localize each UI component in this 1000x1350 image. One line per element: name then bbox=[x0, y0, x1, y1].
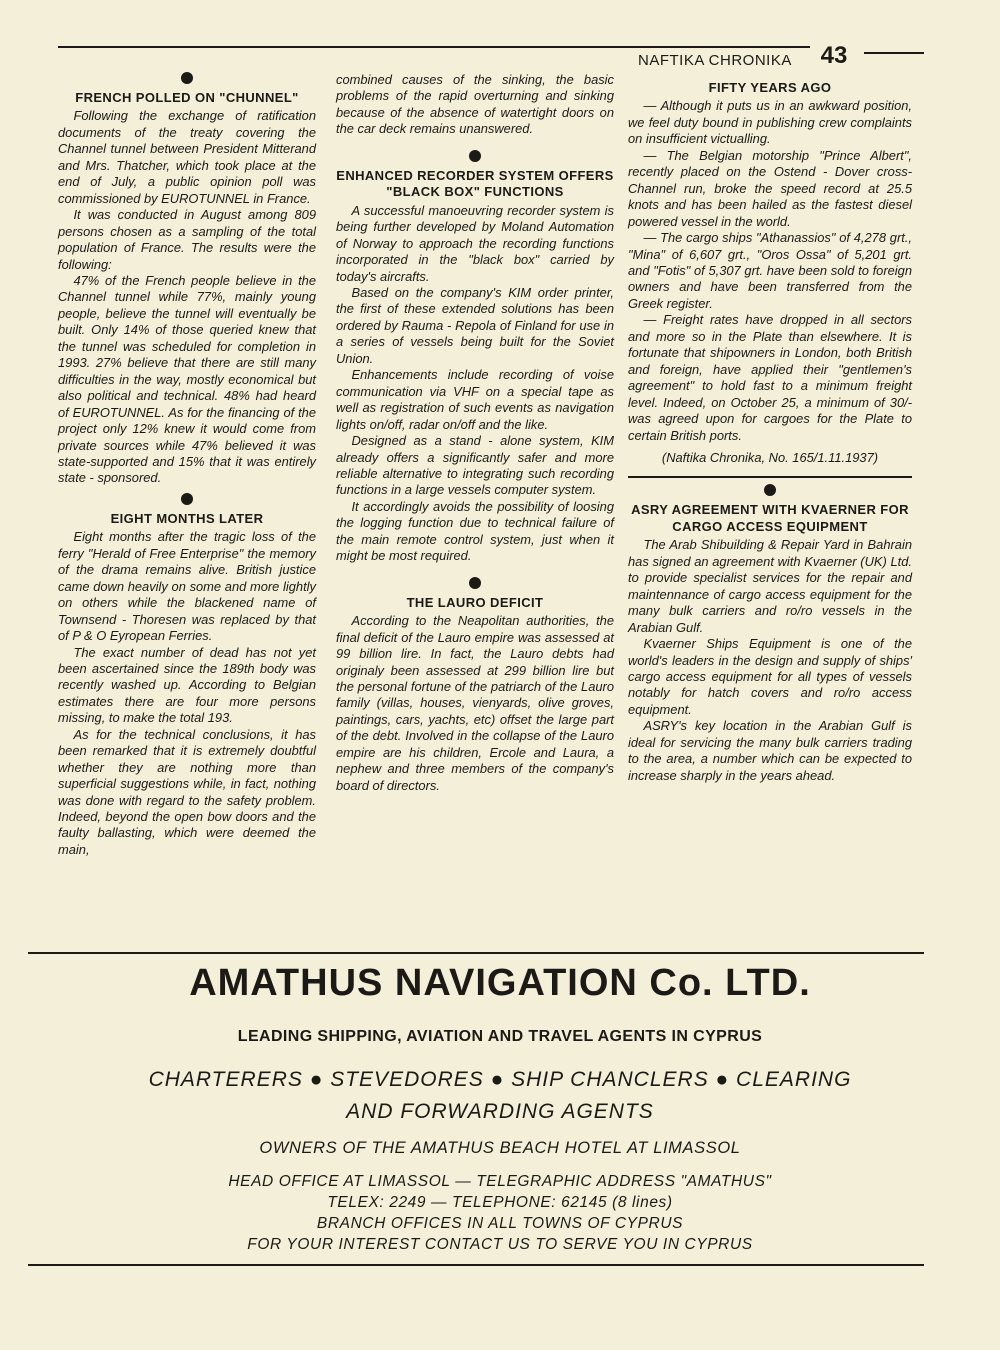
ad-tagline: LEADING SHIPPING, AVIATION AND TRAVEL AGENTS IN CYPRUS bbox=[237, 1028, 763, 1045]
article-title: FRENCH POLLED ON "CHUNNEL" bbox=[75, 90, 299, 105]
article-title: THE LAURO DEFICIT bbox=[406, 594, 544, 610]
article-paragraph: It was conducted in August among 809 persons chosen as a sampling of the total population of France. The results were the following: bbox=[58, 207, 316, 272]
article-title: ASRY AGREEMENT WITH KVAERNER FOR CARGO ACCESS EQUIPMENT bbox=[631, 502, 909, 534]
article-title: ENHANCED RECORDER SYSTEM OFFERS "BLACK BOX" FUNCTIONS bbox=[336, 167, 614, 200]
bullet-icon bbox=[469, 150, 481, 162]
bullet-icon bbox=[181, 493, 193, 505]
section-divider bbox=[628, 466, 912, 478]
bullet-icon bbox=[764, 484, 776, 496]
column-1 bbox=[58, 72, 316, 858]
ad-services-line: CHARTERERS ● STEVEDORES ● SHIP CHANCLERS ● CLEARING bbox=[148, 1068, 852, 1091]
article-paragraph: The exact number of dead has not yet been ascertained since the 189th body was recently washed up. According to Belgian estimates there are four more persons missing, to make the total 193. bbox=[58, 644, 316, 726]
article-title: FIFTY YEARS AGO bbox=[708, 80, 832, 95]
article-paragraph: As for the technical conclusions, it has been remarked that it is extremely doubtful whether they are nothing more than superficial suggestions while, in fact, nothing was done with regard to the safety problem. Indeed, beyond the open bow doors and the faulty ballasting, which were deemed the main, bbox=[58, 726, 316, 857]
bullet-icon bbox=[181, 72, 193, 84]
ad-services bbox=[30, 1064, 970, 1128]
bullet-icon bbox=[469, 577, 481, 589]
article-paragraph: — Freight rates have dropped in all sectors and more so in the Plate than elsewhere. It is fortunate that shipowners in London, both British and foreign, have applied their "gentlemen's agreement" to hold fast to a minimum freight level. Indeed, on October 25, a minimum of 30/- was agreed upon for cargoes for the Plate to certain British ports. bbox=[628, 312, 912, 443]
ad-contact: FOR YOUR INTEREST CONTACT US TO SERVE YOU IN CYPRUS bbox=[247, 1236, 753, 1253]
article-paragraph: It accordingly avoids the possibility of loosing the logging function due to technical failure of the main remote control system, just when it might be most required. bbox=[336, 498, 614, 564]
ad-top-rule bbox=[28, 952, 924, 954]
article-paragraph: ASRY's key location in the Arabian Gulf is ideal for servicing the many bulk carriers trading to the area, a number which can be expected to increase sharply in the years ahead. bbox=[628, 718, 912, 783]
ad-hotel: OWNERS OF THE AMATHUS BEACH HOTEL AT LIMASSOL bbox=[259, 1139, 741, 1157]
article-paragraph: According to the Neapolitan authorities, the final deficit of the Lauro empire was assessed at 99 billion lire. In fact, the Lauro debts had originaly been assessed at 299 billion lire but the personal fortune of the patriarch of the Lauro family (villas, houses, vienyards, olive groves, paintings, cars, yachts, etc) offset the large part of the debt. Involved in the collapse of the Lauro empire are his children, Ercole and Laura, a nephew and three members of the company's board of directors. bbox=[336, 613, 614, 793]
source-citation: (Naftika Chronika, No. 165/1.11.1937) bbox=[661, 449, 879, 465]
column-2 bbox=[336, 72, 614, 794]
ad-company-name: AMATHUS NAVIGATION Co. LTD. bbox=[189, 962, 811, 1004]
article-paragraph: Based on the company's KIM order printer, the first of these extended solutions has been ordered by Rauma - Repola of Finland for use in a series of vessels being built for the Soviet Union. bbox=[336, 284, 614, 366]
ad-telex: TELEX: 2249 — TELEPHONE: 62145 (8 lines) bbox=[327, 1194, 673, 1211]
article-paragraph: 47% of the French people believe in the Channel tunnel while 77%, mainly young people, believe the tunnel will eventually be built. Only 14% of those queried knew that the tunnel was scheduled for completion in 1993. 27% believe that there are still many difficulties in the way, mostly economical but also political and technical. 48% had heard of EUROTUNNEL. As for the financing of the project only 12% knew it would come from private sources while 47% believed it was state-supported and 15% that it was entirely state - sponsored. bbox=[58, 272, 316, 486]
article-paragraph: The Arab Shibuilding & Repair Yard in Bahrain has signed an agreement with Kvaerner (UK) Ltd. to provide specialist services for the repair and maintennance of cargo access equipment for the many bulk carriers and ro/ro vessels in the Arabian Gulf. bbox=[628, 537, 912, 635]
header-rule-left bbox=[58, 46, 810, 48]
column-3 bbox=[628, 80, 912, 784]
ad-services-line: AND FORWARDING AGENTS bbox=[346, 1100, 654, 1123]
article-paragraph: — The Belgian motorship "Prince Albert", recently placed on the Ostend - Dover cross- Channel run, broke the speed record at 25.5 knots and has been hailed as the fastest diesel powered vessel in the world. bbox=[628, 147, 912, 229]
article-paragraph: Designed as a stand - alone system, KIM already offers a significantly safer and more reliable alternative to integrating such recording functions in a large vessels computer system. bbox=[336, 433, 614, 498]
article-paragraph: A successful manoeuvring recorder system is being further developed by Moland Automation of Norway to approach the recording functions incorporated in the "black box" carried by today's aircrafts. bbox=[336, 202, 614, 284]
ad-bottom-rule bbox=[28, 1264, 924, 1266]
article-paragraph: Following the exchange of ratification documents of the treaty covering the Channel tunnel between President Mitterand and Mrs. Thatcher, which took place at the end of July, a public opinion poll was commissioned by EUROTUNNEL in France. bbox=[58, 108, 316, 206]
page-number: 43 bbox=[812, 42, 856, 70]
ad-head-office: HEAD OFFICE AT LIMASSOL — TELEGRAPHIC ADDRESS "AMATHUS" bbox=[228, 1173, 772, 1190]
ad-branches: BRANCH OFFICES IN ALL TOWNS OF CYPRUS bbox=[316, 1215, 684, 1232]
running-title: NAFTIKA CHRONIKA bbox=[638, 52, 792, 69]
article-title: EIGHT MONTHS LATER bbox=[110, 510, 264, 526]
article-paragraph: Kvaerner Ships Equipment is one of the world's leaders in the design and supply of ships' cargo access equipment for all types of vessels notably for hatch covers and ro/ro access equipment. bbox=[628, 636, 912, 717]
header-rule-right bbox=[864, 52, 924, 54]
article-paragraph: Enhancements include recording of voise communication via VHF on a special tape as well as registration of such events as navigation lights on/off, radar on/off and the like. bbox=[336, 367, 614, 432]
article-paragraph: — Although it puts us in an awkward position, we feel duty bound in publishing crew complaints on insufficient victualling. bbox=[628, 98, 912, 147]
article-paragraph: Eight months after the tragic loss of the ferry "Herald of Free Enterprise" the memory of the drama remains alive. British justice came down heavily on some and more lightly on others while the blackened name of Townsend - Thoresen was replaced by that of P & O Eyropean Ferries. bbox=[58, 529, 316, 644]
article-paragraph: — The cargo ships "Athanassios" of 4,278 grt., "Mina" of 6,607 grt., "Oros Ossa" of 5,201 grt. and "Fotis" of 5,307 grt. have been sold to foreign owners and have been transferred from the Greek register. bbox=[628, 230, 912, 311]
article-paragraph: combined causes of the sinking, the basic problems of the rapid overturning and sinking because of the absence of watertight doors on the car deck remains unanswered. bbox=[336, 72, 614, 137]
ad-office-block bbox=[30, 1171, 970, 1255]
